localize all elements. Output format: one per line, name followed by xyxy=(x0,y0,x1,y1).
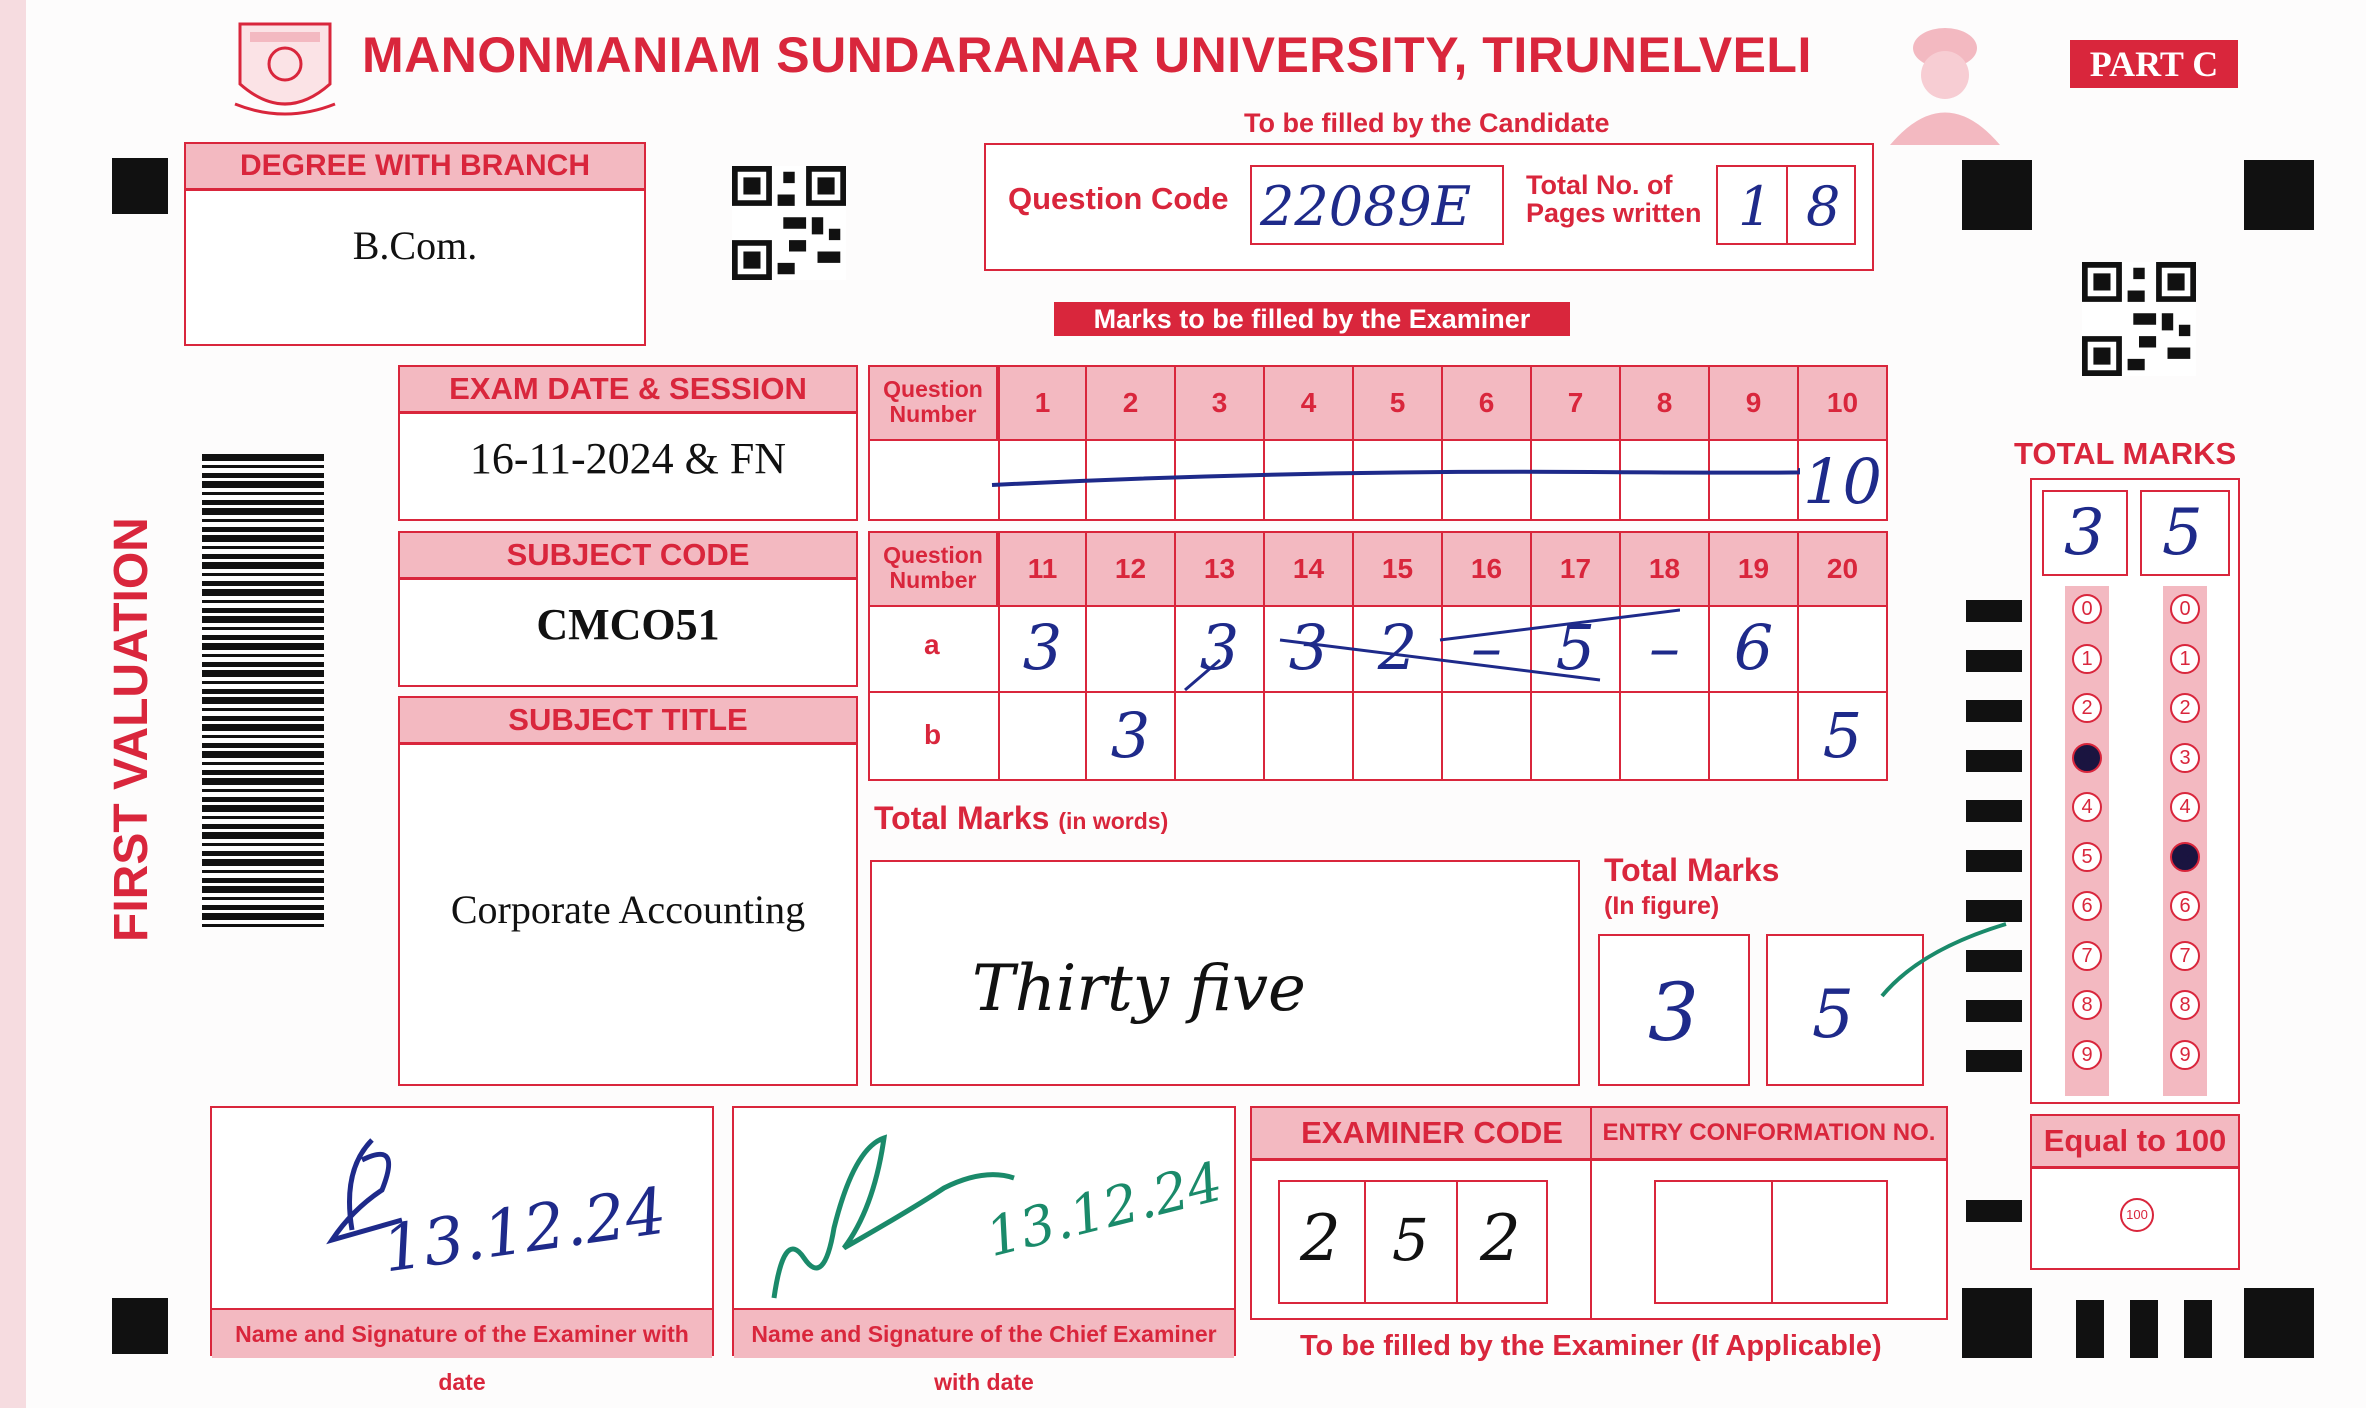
candidate-fill-label: To be filled by the Candidate xyxy=(1244,108,1610,138)
entry-conformation-label: ENTRY CONFORMATION NO. xyxy=(1592,1108,1946,1161)
mark-cell-16b[interactable] xyxy=(1443,693,1532,781)
mark-cell-17b[interactable] xyxy=(1532,693,1621,781)
question-number-11: 11 xyxy=(998,533,1087,605)
qr-code-icon xyxy=(2082,262,2196,376)
examiner-code-box xyxy=(1250,1106,1614,1320)
mark-cell-14b[interactable] xyxy=(1265,693,1354,781)
question-number-header: Question Number xyxy=(870,367,998,439)
registration-mark xyxy=(1962,160,2032,230)
subject-title-box xyxy=(398,696,858,1086)
mark-value: 3 xyxy=(1110,699,1151,772)
timing-mark xyxy=(1966,850,2022,872)
degree-box xyxy=(184,142,646,346)
mark-value: 3 xyxy=(1288,611,1329,684)
mark-cell-12b[interactable] xyxy=(1087,693,1176,781)
mark-value: 3 xyxy=(1199,611,1240,684)
question-number-6: 6 xyxy=(1443,367,1532,439)
question-number-8: 8 xyxy=(1621,367,1710,439)
mark-value: 10 xyxy=(1803,445,1882,518)
bubble-units-4[interactable]: 4 xyxy=(2170,792,2200,822)
pages-label-line1: Total No. of xyxy=(1526,170,1673,200)
question-code-field xyxy=(1250,165,1504,245)
question-number-18: 18 xyxy=(1621,533,1710,605)
bubble-units-5[interactable]: 5 xyxy=(2170,842,2200,872)
question-number-header: Question Number xyxy=(870,533,998,605)
pages-digit-2: 8 xyxy=(1806,175,1841,238)
bubble-units-7[interactable]: 7 xyxy=(2170,941,2200,971)
subject-code-label: SUBJECT CODE xyxy=(400,533,856,580)
part-badge: PART C xyxy=(2070,40,2238,88)
examiner-code-digit-1: 2 xyxy=(1300,1202,1341,1276)
registration-mark xyxy=(2130,1300,2158,1358)
pages-digit-1: 1 xyxy=(1738,175,1773,238)
total-marks-figure-label: Total Marks xyxy=(1604,852,1780,888)
examiner-code-digit-2: 5 xyxy=(1392,1206,1429,1274)
question-number-2: 2 xyxy=(1087,367,1176,439)
chief-signature-box xyxy=(732,1106,1236,1395)
mark-cell-20b[interactable] xyxy=(1799,693,1888,781)
exam-date-box xyxy=(398,365,858,521)
registration-mark xyxy=(2244,1288,2314,1358)
registration-mark xyxy=(1962,1288,2032,1358)
mark-cell-20a[interactable] xyxy=(1799,607,1888,691)
question-number-17: 17 xyxy=(1532,533,1621,605)
mark-value: 5 xyxy=(1822,699,1863,772)
timing-mark xyxy=(1966,750,2022,772)
examiner-marks-banner: Marks to be filled by the Examiner xyxy=(1054,302,1570,336)
bubble-tens-9[interactable]: 9 xyxy=(2072,1040,2102,1070)
mark-cell-13b[interactable] xyxy=(1176,693,1265,781)
timing-mark xyxy=(1966,800,2022,822)
footer-note: To be filled by the Examiner (If Applicable) xyxy=(1300,1330,1882,1362)
timing-mark xyxy=(1966,650,2022,672)
mark-cell-12a[interactable] xyxy=(1087,607,1176,691)
registration-mark xyxy=(112,158,168,214)
total-marks-words-value: Thirty five xyxy=(972,952,1306,1026)
strike-line xyxy=(1180,600,1680,700)
subject-code-value: CMCO51 xyxy=(536,600,720,649)
question-number-20: 20 xyxy=(1799,533,1888,605)
total-marks-side-label: TOTAL MARKS xyxy=(2014,436,2237,471)
bubble-units-8[interactable]: 8 xyxy=(2170,990,2200,1020)
chief-sign-label: Name and Signature of the Chief Examiner with date xyxy=(734,1308,1234,1358)
mark-value: 3 xyxy=(1022,611,1063,684)
bubble-tens-7[interactable]: 7 xyxy=(2072,941,2102,971)
timing-mark xyxy=(1966,1200,2022,1222)
exam-date-label: EXAM DATE & SESSION xyxy=(400,367,856,414)
question-number-16: 16 xyxy=(1443,533,1532,605)
pages-label-line2: Pages written xyxy=(1526,198,1702,228)
question-number-7: 7 xyxy=(1532,367,1621,439)
total-side-digit-box-2 xyxy=(2140,490,2230,576)
bubble-units-9[interactable]: 9 xyxy=(2170,1040,2200,1070)
degree-value: B.Com. xyxy=(352,223,478,268)
university-title: MANONMANIAM SUNDARANAR UNIVERSITY, TIRUNELVELI xyxy=(362,27,1812,83)
bubble-tens-2[interactable]: 2 xyxy=(2072,693,2102,723)
examiner-sign-label: Name and Signature of the Examiner with date xyxy=(212,1308,712,1358)
examiner-code-field xyxy=(1278,1180,1548,1304)
mark-cell-11b[interactable] xyxy=(998,693,1087,781)
equal-to-100-label: Equal to 100 xyxy=(2032,1116,2238,1169)
mark-value: – xyxy=(1471,611,1502,684)
entry-conformation-field[interactable] xyxy=(1654,1180,1888,1304)
total-marks-bubble-panel xyxy=(2030,478,2240,1104)
timing-mark xyxy=(1966,1000,2022,1022)
row-a-label: a xyxy=(924,629,940,660)
registration-mark xyxy=(2184,1300,2212,1358)
total-side-digit-2: 5 xyxy=(2162,496,2203,570)
bubble-tens-0[interactable]: 0 xyxy=(2072,594,2102,624)
portrait-image xyxy=(1880,20,2010,145)
strike-line xyxy=(990,440,1800,500)
barcode xyxy=(202,454,324,930)
row-b-label: b xyxy=(924,719,942,750)
bubble-units-3[interactable]: 3 xyxy=(2170,743,2200,773)
subject-code-box xyxy=(398,531,858,687)
bubble-tens-3[interactable]: 3 xyxy=(2072,743,2102,773)
bubble-units-6[interactable]: 6 xyxy=(2170,891,2200,921)
timing-mark xyxy=(1966,1050,2022,1072)
bubble-units-0[interactable]: 0 xyxy=(2170,594,2200,624)
subject-title-value: Corporate Accounting xyxy=(450,887,806,932)
question-number-13: 13 xyxy=(1176,533,1265,605)
total-marks-figure-sub: (In figure) xyxy=(1604,892,1720,920)
bubble-100[interactable]: 100 xyxy=(2120,1198,2154,1232)
examiner-code-digit-3: 2 xyxy=(1480,1202,1521,1276)
timing-mark xyxy=(1966,600,2022,622)
timing-mark xyxy=(1966,950,2022,972)
question-code-label: Question Code xyxy=(1008,181,1229,216)
question-number-15: 15 xyxy=(1354,533,1443,605)
question-number-10: 10 xyxy=(1799,367,1888,439)
total-marks-words-box xyxy=(870,860,1580,1086)
degree-label: DEGREE WITH BRANCH xyxy=(186,144,644,191)
bubble-tens-5[interactable]: 5 xyxy=(2072,842,2102,872)
question-number-5: 5 xyxy=(1354,367,1443,439)
examiner-code-label: EXAMINER CODE xyxy=(1252,1108,1612,1161)
total-marks-words-label: Total Marks (in words) xyxy=(874,800,1169,836)
subject-title-label: SUBJECT TITLE xyxy=(400,698,856,745)
total-side-digit-box-1 xyxy=(2042,490,2128,576)
question-number-1: 1 xyxy=(998,367,1087,439)
mark-value: 6 xyxy=(1733,611,1774,684)
bubble-tens-6[interactable]: 6 xyxy=(2072,891,2102,921)
question-number-14: 14 xyxy=(1265,533,1354,605)
mark-cell-15b[interactable] xyxy=(1354,693,1443,781)
timing-mark xyxy=(1966,700,2022,722)
pages-written-field xyxy=(1716,165,1856,245)
bubble-units-1[interactable]: 1 xyxy=(2170,644,2200,674)
mark-cell-19a[interactable] xyxy=(1710,607,1799,691)
examiner-signature-box xyxy=(210,1106,714,1395)
question-number-19: 19 xyxy=(1710,533,1799,605)
left-margin-strip xyxy=(0,0,26,1408)
mark-cell-10[interactable] xyxy=(1799,441,1888,521)
examiner-sign-date: 13.12.24 xyxy=(378,1174,671,1288)
chief-sign-date: 13.12.24 xyxy=(979,1149,1229,1270)
question-code-box xyxy=(984,143,1874,271)
question-number-9: 9 xyxy=(1710,367,1799,439)
total-figure-digit-2: 5 xyxy=(1812,976,1854,1053)
question-number-4: 4 xyxy=(1265,367,1354,439)
first-valuation-label: FIRST VALUATION xyxy=(105,517,158,942)
registration-mark xyxy=(2076,1300,2104,1358)
mark-cell-18b[interactable] xyxy=(1621,693,1710,781)
mark-cell-11a[interactable] xyxy=(998,607,1087,691)
bubble-units-2[interactable]: 2 xyxy=(2170,693,2200,723)
mark-value: – xyxy=(1649,611,1680,684)
university-logo xyxy=(230,14,340,124)
registration-mark xyxy=(112,1298,168,1354)
registration-mark xyxy=(2244,160,2314,230)
entry-conformation-box xyxy=(1590,1106,1948,1320)
timing-mark xyxy=(1966,900,2022,922)
exam-date-value: 16-11-2024 & FN xyxy=(469,434,787,483)
bubble-tens-8[interactable]: 8 xyxy=(2072,990,2102,1020)
bubble-tens-4[interactable]: 4 xyxy=(2072,792,2102,822)
qr-code-icon xyxy=(732,166,846,280)
mark-value: 5 xyxy=(1555,611,1596,684)
pages-written-label xyxy=(1526,171,1702,227)
bubble-tens-1[interactable]: 1 xyxy=(2072,644,2102,674)
question-number-3: 3 xyxy=(1176,367,1265,439)
total-figure-digit-1: 3 xyxy=(1648,966,1699,1059)
total-figure-digit-box-1 xyxy=(1598,934,1750,1086)
mark-value: 2 xyxy=(1377,611,1418,684)
mark-cell-19b[interactable] xyxy=(1710,693,1799,781)
total-side-digit-1: 3 xyxy=(2064,496,2105,570)
question-number-12: 12 xyxy=(1087,533,1176,605)
equal-to-100-box xyxy=(2030,1114,2240,1270)
question-code-value: 22089E xyxy=(1260,175,1472,238)
